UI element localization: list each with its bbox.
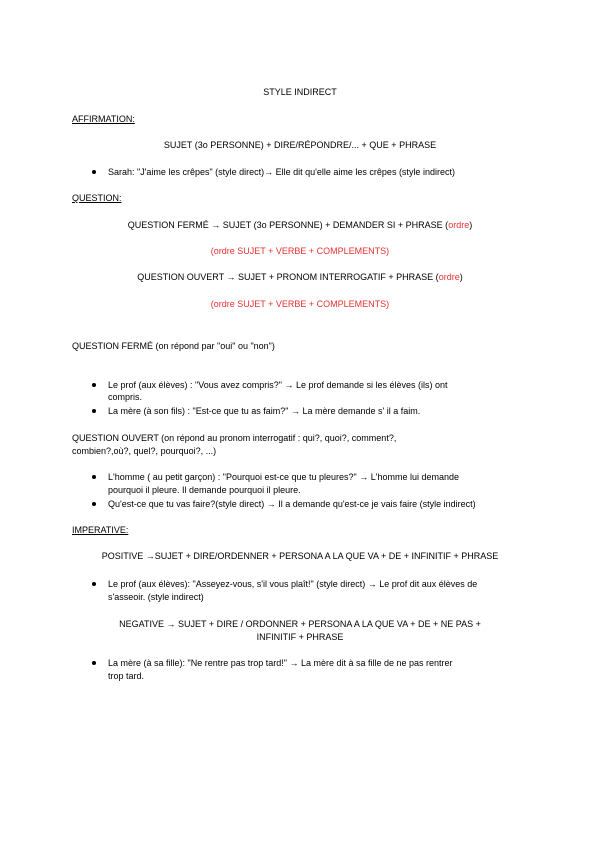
affirmation-heading: AFFIRMATION: bbox=[72, 114, 135, 124]
question-ferme-title: QUESTION FERMÉ (on répond par "oui" ou "non") bbox=[72, 341, 275, 351]
bullet-dot bbox=[92, 502, 96, 506]
imperative-negative-example: La mère (à sa fille): "Ne rentre pas trop tard!" → La mère dit à sa fille de ne pas rentrer bbox=[108, 658, 453, 668]
bullet-dot bbox=[92, 582, 96, 586]
question-ouvert-example-1-cont: pourquoi il pleure. Il demande pourquoi il pleure. bbox=[108, 485, 301, 495]
question-ouvert-title: QUESTION OUVERT (on répond au pronom interrogatif : qui?, quoi?, comment?, bbox=[72, 433, 397, 443]
document-title: STYLE INDIRECT bbox=[263, 87, 337, 97]
imperative-heading: IMPERATIVE: bbox=[72, 525, 129, 535]
question-ouvert-formula bbox=[0, 272, 600, 283]
bullet-dot bbox=[92, 383, 96, 387]
question-ferme-example-1: Le prof (aux élèves) : "Vous avez compris?" → Le prof demande si les élèves (ils) ont bbox=[108, 380, 448, 390]
imperative-negative-formula: NEGATIVE → SUJET + DIRE / ORDONNER + PERSONA A LA QUE VA + DE + NE PAS + bbox=[119, 619, 481, 629]
question-ouvert-example-2: Qu'est-ce que tu vas faire?(style direct) → Il a demande qu'est-ce je vais faire (style indirect) bbox=[108, 499, 476, 509]
imperative-negative-example-cont: trop tard. bbox=[108, 671, 145, 681]
question-ferme-example-2: La mère (à son fils) : "Est-ce que tu as faim?" → La mère demande s' il a faim. bbox=[108, 406, 421, 416]
formula-red-text: ordre bbox=[448, 220, 470, 230]
bullet-dot bbox=[92, 409, 96, 413]
formula-text: QUESTION OUVERT → SUJET + PRONOM INTERROGATIF + PHRASE ( bbox=[137, 272, 439, 282]
imperative-positive-formula: POSITIVE →SUJET + DIRE/ORDENNER + PERSONA A LA QUE VA + DE + INFINITIF + PHRASE bbox=[101, 551, 499, 561]
formula-text: ) bbox=[459, 272, 463, 282]
question-ouvert-order: (ordre SUJET + VERBE + COMPLEMENTS) bbox=[210, 299, 390, 309]
question-heading: QUESTION: bbox=[72, 193, 122, 203]
bullet-dot bbox=[92, 661, 96, 665]
question-ferme-formula bbox=[0, 220, 600, 231]
question-ferme-example-1-cont: compris. bbox=[108, 392, 143, 402]
formula-red-text: ordre bbox=[438, 272, 460, 282]
bullet-dot bbox=[92, 170, 96, 174]
affirmation-example: Sarah: "J'aime les crêpes" (style direct)→ Elle dit qu'elle aime les crêpes (style indirect) bbox=[108, 167, 455, 177]
question-ferme-order: (ordre SUJET + VERBE + COMPLEMENTS) bbox=[210, 246, 390, 256]
question-ouvert-title-cont: combien?,où?, quel?, pourquoi?, ...) bbox=[72, 446, 217, 456]
imperative-positive-example: Le prof (aux élèves): "Asseyez-vous, s'il vous plaît!" (style direct) → Le prof dit aux élèves de bbox=[108, 579, 478, 589]
imperative-positive-example-cont: s'asseoir. (style indirect) bbox=[108, 592, 204, 602]
question-ouvert-example-1: L'homme ( au petit garçon) : "Pourquoi est-ce que tu pleures?" → L'homme lui demande bbox=[108, 472, 460, 482]
imperative-negative-formula-cont: INFINITIF + PHRASE bbox=[256, 632, 344, 642]
formula-text: ) bbox=[469, 220, 473, 230]
formula-text: QUESTION FERMÉ → SUJET (3o PERSONNE) + DEMANDER SI + PHRASE ( bbox=[127, 220, 449, 230]
affirmation-formula: SUJET (3o PERSONNE) + DIRE/RÉPONDRE/... + QUE + PHRASE bbox=[163, 140, 437, 150]
bullet-dot bbox=[92, 475, 96, 479]
